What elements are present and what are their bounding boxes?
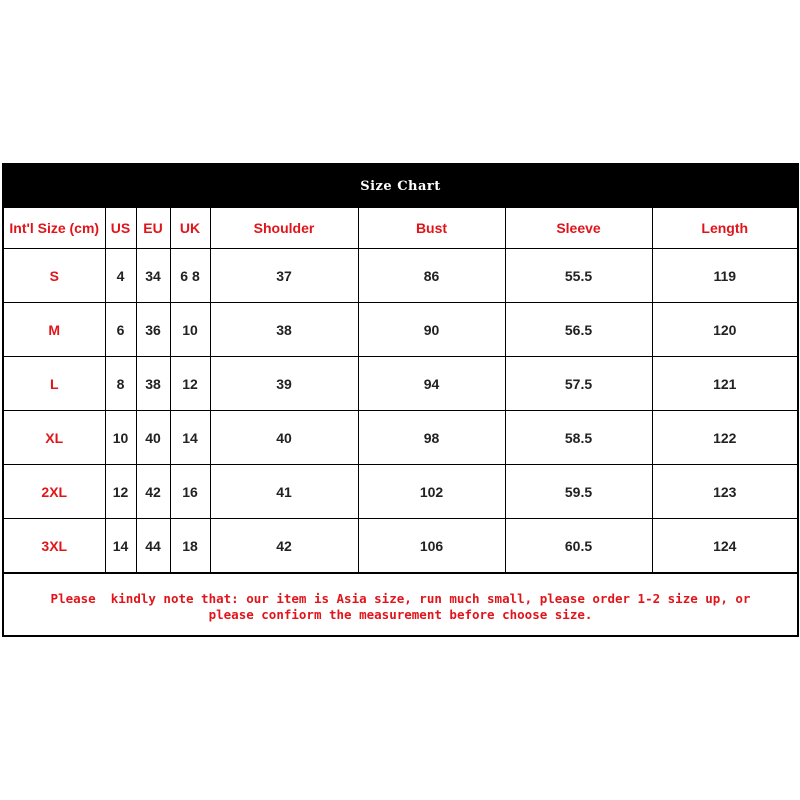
cell-us: 14 <box>105 519 136 573</box>
cell-bust: 98 <box>358 411 505 465</box>
cell-bust: 102 <box>358 465 505 519</box>
cell-sleeve: 57.5 <box>505 357 652 411</box>
cell-us: 4 <box>105 249 136 303</box>
cell-bust: 90 <box>358 303 505 357</box>
table-row <box>4 303 797 357</box>
cell-uk: 18 <box>170 519 210 573</box>
header-bust: Bust <box>358 208 505 249</box>
cell-sleeve: 59.5 <box>505 465 652 519</box>
size-chart <box>2 163 799 637</box>
cell-sleeve: 60.5 <box>505 519 652 573</box>
cell-length: 124 <box>652 519 797 573</box>
cell-uk: 16 <box>170 465 210 519</box>
size-note-line-2: please confiorm the measurement before choose size. <box>208 606 593 622</box>
cell-uk: 12 <box>170 357 210 411</box>
cell-us: 10 <box>105 411 136 465</box>
cell-uk: 14 <box>170 411 210 465</box>
cell-shoulder: 39 <box>210 357 358 411</box>
size-note-line-1: Please kindly note that: our item is Asia size, run much small, please order 1-2 size up, or <box>50 590 751 606</box>
cell-us: 6 <box>105 303 136 357</box>
cell-uk: 6 8 <box>170 249 210 303</box>
cell-eu: 44 <box>136 519 170 573</box>
header-intl-size: Int'l Size (cm) <box>4 208 105 249</box>
table-row <box>4 519 797 573</box>
cell-eu: 36 <box>136 303 170 357</box>
cell-sleeve: 56.5 <box>505 303 652 357</box>
size-chart-title: Size Chart <box>4 165 797 208</box>
cell-shoulder: 42 <box>210 519 358 573</box>
table-row <box>4 357 797 411</box>
cell-length: 119 <box>652 249 797 303</box>
cell-sleeve: 55.5 <box>505 249 652 303</box>
header-shoulder: Shoulder <box>210 208 358 249</box>
cell-eu: 42 <box>136 465 170 519</box>
table-row <box>4 465 797 519</box>
cell-bust: 94 <box>358 357 505 411</box>
cell-size: S <box>4 249 105 303</box>
table-row <box>4 249 797 303</box>
cell-uk: 10 <box>170 303 210 357</box>
cell-sleeve: 58.5 <box>505 411 652 465</box>
cell-length: 121 <box>652 357 797 411</box>
cell-size: L <box>4 357 105 411</box>
header-uk: UK <box>170 208 210 249</box>
cell-shoulder: 41 <box>210 465 358 519</box>
cell-size: XL <box>4 411 105 465</box>
cell-length: 123 <box>652 465 797 519</box>
header-sleeve: Sleeve <box>505 208 652 249</box>
cell-shoulder: 40 <box>210 411 358 465</box>
cell-us: 8 <box>105 357 136 411</box>
cell-bust: 86 <box>358 249 505 303</box>
size-table <box>4 208 797 573</box>
cell-eu: 38 <box>136 357 170 411</box>
cell-shoulder: 38 <box>210 303 358 357</box>
cell-size: 3XL <box>4 519 105 573</box>
cell-size: 2XL <box>4 465 105 519</box>
cell-eu: 40 <box>136 411 170 465</box>
cell-length: 120 <box>652 303 797 357</box>
cell-size: M <box>4 303 105 357</box>
cell-shoulder: 37 <box>210 249 358 303</box>
cell-us: 12 <box>105 465 136 519</box>
size-note <box>4 573 797 639</box>
table-header-row <box>4 208 797 249</box>
header-length: Length <box>652 208 797 249</box>
cell-eu: 34 <box>136 249 170 303</box>
cell-length: 122 <box>652 411 797 465</box>
cell-bust: 106 <box>358 519 505 573</box>
table-row <box>4 411 797 465</box>
header-us: US <box>105 208 136 249</box>
header-eu: EU <box>136 208 170 249</box>
